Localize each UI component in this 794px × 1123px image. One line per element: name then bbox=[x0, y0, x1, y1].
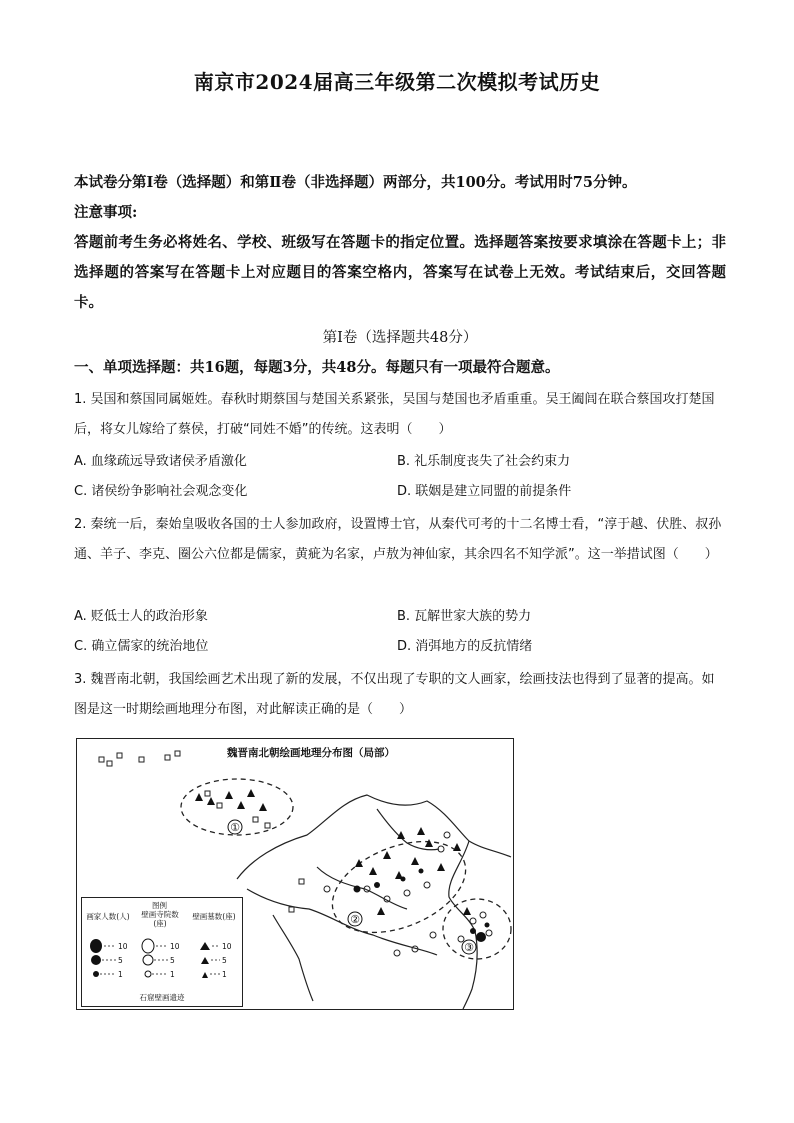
region-1-label: ① bbox=[230, 821, 240, 834]
legend-tombs-level-1: 1 bbox=[222, 970, 227, 979]
legend-painters-label: 画家人数(人) bbox=[86, 912, 130, 921]
question-2-stem: 2. 秦统一后，秦始皇吸收各国的士人参加政府，设置博士官，从秦代可考的十二名博士看，“淳于越、伏胜、叔孙通、羊子、李克、圈公六位都是儒家，黄疵为名家，卢敖为神仙家，其余四名不知学派”。这一举措试图（ ） bbox=[74, 517, 722, 562]
legend-tombs-label: 壁画墓数(座) bbox=[192, 912, 236, 921]
region-3-label: ③ bbox=[464, 941, 474, 954]
legend-heading: 图例 bbox=[152, 901, 167, 910]
painting-distribution-map bbox=[76, 738, 514, 1010]
coastline-east bbox=[449, 841, 477, 1009]
legend-temples-level-10: 10 bbox=[170, 942, 180, 951]
question-2-option-a[interactable]: A. 贬低士人的政治形象 bbox=[74, 609, 208, 624]
region-2-label: ② bbox=[350, 913, 360, 926]
coastline-north bbox=[237, 795, 511, 879]
terrain-line bbox=[273, 915, 313, 1001]
legend-symbols bbox=[82, 898, 242, 1006]
notice-text: 答题前考生务必将姓名、学校、班级写在答题卡的指定位置。选择题答案按要求填涂在答题卡上；非选择题的答案写在答题卡上对应题目的答案空格内，答案写在试卷上无效。考试结束后，交回答题卡。 bbox=[74, 234, 726, 311]
section1-heading: 一、单项选择题：共16题，每题3分，共48分。每题只有一项最符合题意。 bbox=[74, 359, 560, 376]
legend-painters-level-5: 5 bbox=[118, 956, 123, 965]
question-1-option-d[interactable]: D. 联姻是建立同盟的前提条件 bbox=[397, 484, 572, 499]
legend-temples-level-5: 5 bbox=[170, 956, 175, 965]
legend-temples-level-1: 1 bbox=[170, 970, 175, 979]
question-1-stem: 1. 吴国和蔡国同属姬姓。春秋时期蔡国与楚国关系紧张，吴国与楚国也矛盾重重。吴王阖闾在联合蔡国攻打楚国后，将女儿嫁给了蔡侯，打破“同姓不婚”的传统。这表明（ ） bbox=[74, 392, 715, 437]
legend-tombs-level-5: 5 bbox=[222, 956, 227, 965]
map-legend bbox=[81, 897, 243, 1007]
exam-intro: 本试卷分第Ⅰ卷（选择题）和第Ⅱ卷（非选择题）两部分，共100分。考试用时75分钟。 bbox=[74, 174, 637, 191]
question-3-stem: 3. 魏晋南北朝，我国绘画艺术出现了新的发展，不仅出现了专职的文人画家，绘画技法也得到了显著的提高。如图是这一时期绘画地理分布图，对此解读正确的是（ ） bbox=[74, 672, 715, 717]
question-1-option-a[interactable]: A. 血缘疏远导致诸侯矛盾激化 bbox=[74, 454, 247, 469]
part1-heading: 第Ⅰ卷（选择题共48分） bbox=[322, 330, 478, 346]
legend-tombs-level-10: 10 bbox=[222, 942, 232, 951]
legend-painters-level-1: 1 bbox=[118, 970, 123, 979]
legend-painters-level-10: 10 bbox=[118, 942, 128, 951]
notice-heading: 注意事项: bbox=[74, 204, 138, 221]
legend-temples-label: 壁画寺院数(座) bbox=[141, 910, 179, 928]
question-1-option-b[interactable]: B. 礼乐制度丧失了社会约束力 bbox=[397, 454, 571, 469]
question-2-option-b[interactable]: B. 瓦解世家大族的势力 bbox=[397, 609, 532, 624]
map-title: 魏晋南北朝绘画地理分布图（局部） bbox=[227, 747, 395, 759]
region-2-ellipse bbox=[319, 824, 479, 951]
legend-footer: 石窟壁画遗迹 bbox=[139, 993, 185, 1002]
exam-title: 南京市2024届高三年级第二次模拟考试历史 bbox=[193, 70, 601, 94]
river-line bbox=[247, 889, 437, 955]
question-1-option-c[interactable]: C. 诸侯纷争影响社会观念变化 bbox=[74, 484, 248, 499]
question-2-option-d[interactable]: D. 消弭地方的反抗情绪 bbox=[397, 639, 533, 654]
river-line-2 bbox=[317, 867, 407, 909]
question-2-option-c[interactable]: C. 确立儒家的统治地位 bbox=[74, 639, 209, 654]
